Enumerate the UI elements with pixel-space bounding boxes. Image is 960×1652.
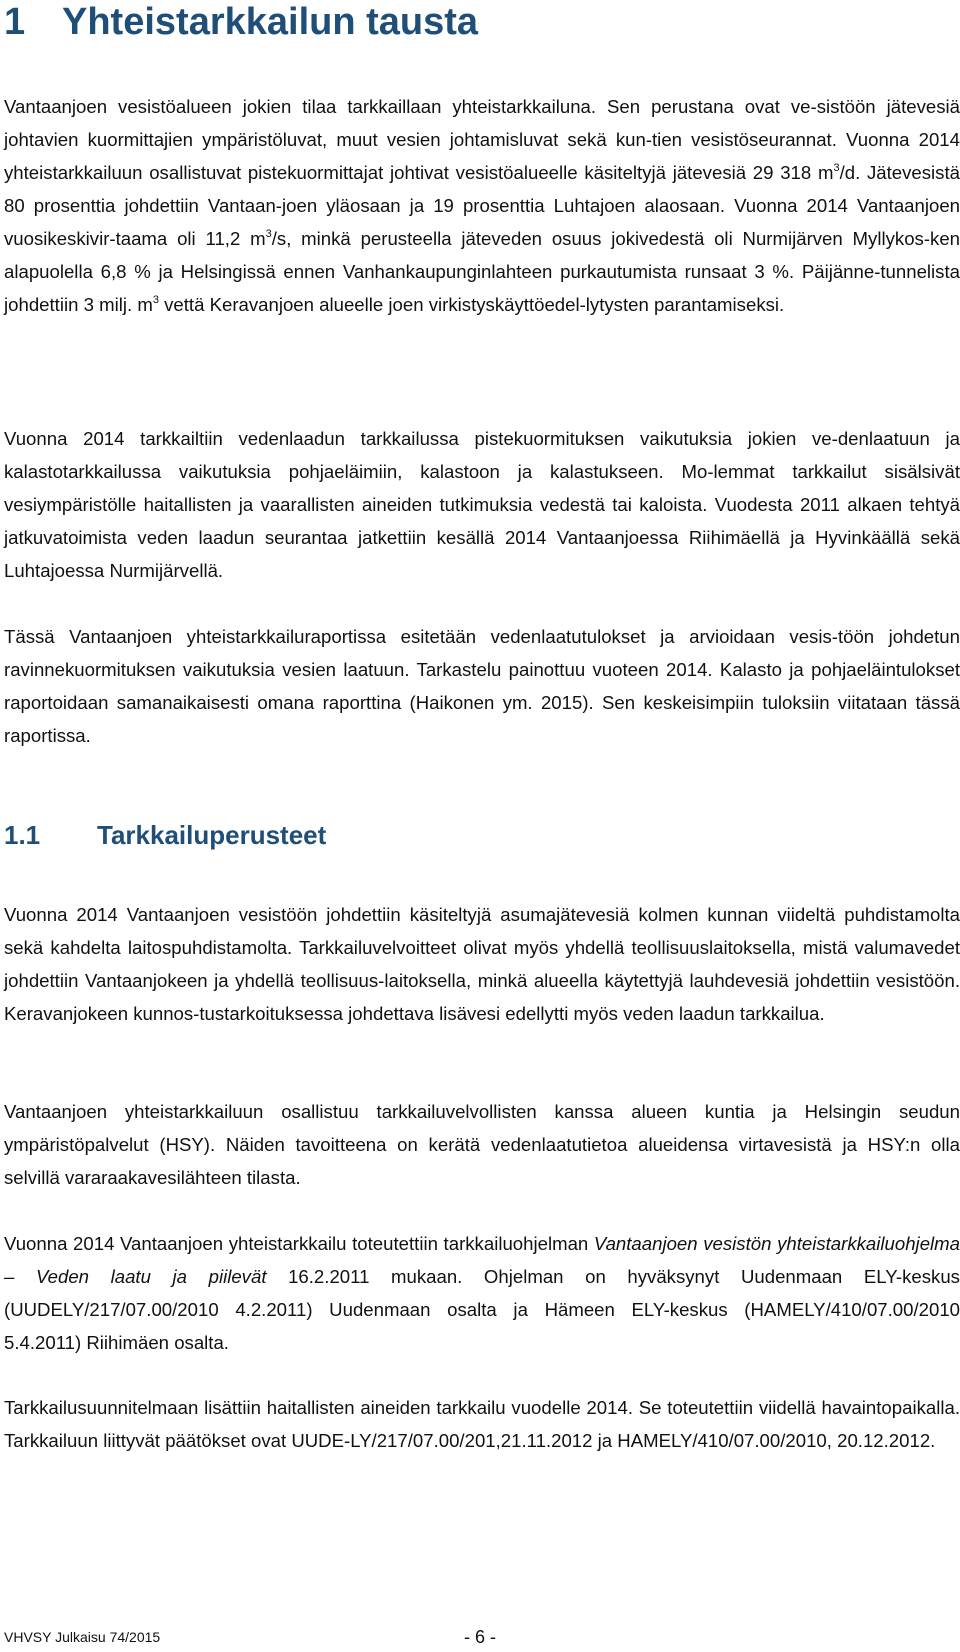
- paragraph-report-scope: Tässä Vantaanjoen yhteistarkkailuraportissa esitetään vedenlaatutulokset ja arvioidaan vesis-töön johdetun ravinnekuormituksen vaikutuksia vesien laatuun. Tarkastelu painottuu vuoteen 2014. Kalasto ja pohjaeläintulokset raportoidaan samanaikaisesti omana raporttina (Haikonen ym. 2015). Sen keskeisimpiin tuloksiin viitataan tässä raportissa.: [4, 626, 960, 746]
- superscript: 3: [265, 228, 272, 240]
- text-run: vettä Keravanjoen alueelle joen virkistyskäyttöedel-lytysten parantamiseksi.: [158, 294, 785, 315]
- programme-title: Vantaanjoen vesistön yhteistarkkailuohjelma – Veden laatu ja piilevät: [4, 1233, 960, 1287]
- superscript: 3: [833, 162, 840, 174]
- text-run: /s, minkä perusteella jäteveden osuus jokivedestä oli Nurmijärven Myllykos-ken alapuolella 6,8 % ja Helsingissä ennen Vanhankaupunginlahteen purkautumista runsaat 3 %. Päijänne-tunnelista johdettiin 3 milj. m: [4, 228, 960, 315]
- text-run: /d. Jätevesistä 80 prosenttia johdettiin Vantaan-joen yläosaan ja 19 prosenttia Luhtajoen alaosaan. Vuonna 2014 Vantaanjoen vuosikeskivir-taama oli 11,2 m: [4, 162, 960, 249]
- text-run: 16.2.2011 mukaan. Ohjelman on hyväksynyt Uudenmaan ELY-keskus (UUDELY/217/07.00/2010 4.2.2011) Uudenmaan osalta ja Hämeen ELY-keskus (HAMELY/410/07.00/2010 5.4.2011) Riihimäen osalta.: [4, 1266, 960, 1353]
- paragraph-hazardous-substances: Tarkkailusuunnitelmaan lisättiin haitallisten aineiden tarkkailu vuodelle 2014. Se toteutettiin viidellä havaintopaikalla. Tarkkailuun liittyvät päätökset ovat UUDE-LY/217/07.00/201,21.11.2012 ja HAMELY/410/07.00/2010, 20.12.2012.: [4, 1397, 960, 1451]
- paragraph-background: [4, 90, 960, 321]
- section-title: Yhteistarkkailun tausta: [62, 1, 479, 43]
- superscript: 3: [152, 294, 159, 306]
- text-run: Vuonna 2014 Vantaanjoen yhteistarkkailu toteutettiin tarkkailuohjelman: [4, 1233, 594, 1254]
- page-footer: [4, 1627, 564, 1647]
- subsection-number: 1.1: [4, 820, 41, 850]
- paragraph-wastewater-sources: Vuonna 2014 Vantaanjoen vesistöön johdettiin käsiteltyjä asumajätevesiä kolmen kunnan viideltä puhdistamolta sekä kahdelta laitospuhdistamolta. Tarkkailuvelvoitteet olivat myös yhdellä teollisuuslaitoksella, mistä valumavedet johdettiin Vantaanjokeen ja yhdellä teollisuus-laitoksella, minkä alueella käytettyjä lauhdevesiä johdettiin vesistöön. Keravanjokeen kunnos-tustarkoituksessa johdettava lisävesi edellytti myös veden laadun tarkkailua.: [4, 904, 960, 1024]
- section-number: 1: [4, 1, 26, 43]
- paragraph-participants: Vantaanjoen yhteistarkkailuun osallistuu tarkkailuvelvollisten kanssa alueen kuntia ja Helsingin seudun ympäristöpalvelut (HSY). Näiden tavoitteena on kerätä vedenlaatutietoa alueidensa virtavesistä ja HSY:n olla selvillä vararaakavesilähteen tilasta.: [4, 1101, 960, 1188]
- section-heading-1: [4, 0, 478, 44]
- subsection-heading: [4, 818, 326, 852]
- publication-label: VHVSY Julkaisu 74/2015: [4, 1629, 161, 1645]
- paragraph-monitoring-programme: [4, 1227, 960, 1359]
- text-run: Vantaanjoen vesistöalueen jokien tilaa tarkkaillaan yhteistarkkailuna. Sen perustana ovat ve-sistöön jätevesiä johtavien kuormittajien ympäristöluvat, muut vesien johtamisluvat sekä kun-tien vesistöseurannat. Vuonna 2014 yhteistarkkailuun osallistuvat pistekuormittajat johtivat vesistöalueelle käsiteltyjä jätevesiä 29 318 m: [4, 96, 960, 183]
- paragraph-monitoring-2014: Vuonna 2014 tarkkailtiin vedenlaadun tarkkailussa pistekuormituksen vaikutuksia jokien ve-denlaatuun ja kalastotarkkailussa vaikutuksia pohjaeläimiin, kalastoon ja kalastukseen. Mo-lemmat tarkkailut sisälsivät vesiympäristölle haitallisten ja vaarallisten aineiden tutkimuksia vedestä tai kaloista. Vuodesta 2011 alkaen tehtyä jatkuvatoimista veden laadun seurantaa jatkettiin kesällä 2014 Vantaanjoessa Riihimäellä ja Hyvinkäällä sekä Luhtajoessa Nurmijärvellä.: [4, 428, 960, 581]
- subsection-title: Tarkkailuperusteet: [97, 820, 327, 850]
- page-number: - 6 -: [464, 1627, 497, 1647]
